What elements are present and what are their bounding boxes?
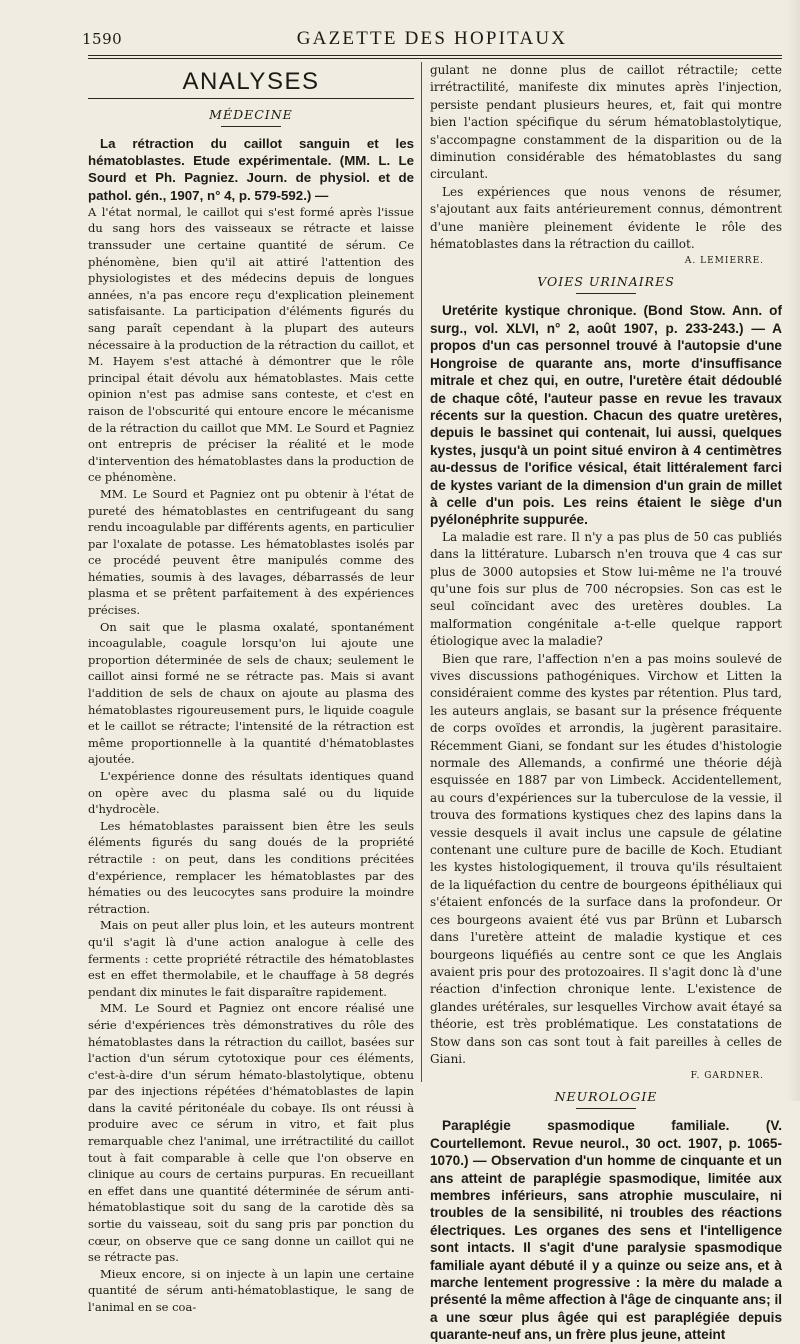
- signature-lemierre: A. LEMIERRE.: [684, 256, 764, 267]
- paragraph: MM. Le Sourd et Pagniez ont pu obtenir à l'état de pureté des hématoblastes en centrifugeant du sang rendu incoagulable par différents agents, en particulier par l'oxalate de potasse. Les hématoblastes isolés par ce procédé peuvent être manipulés comme des hématies, soumis à des lavages, débarrassés de leur plasma et se prêtent parfaitement à des expériences précises.: [88, 486, 414, 618]
- paragraph: Mieux encore, si on injecte à un lapin une certaine quantité de sérum anti-hématoblastique, le sang de l'animal en se coa-: [88, 1266, 414, 1314]
- article-title-retraction: La rétraction du caillot sanguin et les hématoblastes. Etude expérimentale. (MM. L. Le Sourd et Ph. Pagniez. Journ. de physiol. et de pathol. gén., 1907, n° 4, p. 579-592.) —: [88, 136, 414, 203]
- page-number: 1590: [82, 30, 123, 48]
- paragraph: A l'état normal, le caillot qui s'est formé après l'issue du sang hors des vaisseaux se rétracte et laisse transsuder une certaine quantité de sérum. Ce phénomène, bien qu'il ait attiré l'attention des physiologistes et des médecins depuis de longues années, n'a pas encore reçu d'explication pleinement satisfaisante. La participation d'éléments figurés du sang paraît cependant à la plupart des auteurs nécessaire à la production de la rétraction du caillot, et M. Hayem s'est attaché à démontrer que le rôle principal était dévolu aux hématoblastes. Mais cette opinion n'est pas admise sans conteste, et c'est en raison de l'obscurité qui entoure encore le mécanisme de la rétraction du caillot que MM. Le Sourd et Pagniez ont entrepris de préciser la réalité et le mode d'intervention des hématoblastes dans la production de ce phénomène.: [88, 204, 414, 485]
- article-title-ureterite: Uretérite kystique chronique. (Bond Stow. Ann. of surg., vol. XLVI, n° 2, août 1907, p. 233-243.) — A propos d'un cas personnel trouvé à l'autopsie d'une Hongroise de quarante ans, morte d'insuffisance mitrale et chez qui, en outre, l'uretère était dédoublé de chaque côté, l'auteur passe en revue les travaux récents sur la question. Chacun des quatre uretères, depuis le bassinet qui contenait, lui aussi, quelques kystes, jusqu'à un point situé environ à 4 centimètres au-dessus de l'orifice vésical, était littéralement farci de kystes variant de la dimension d'un grain de millet à celle d'un pois. Les reins étaient le siège d'un pyélonéphrite suppurée.: [430, 303, 782, 528]
- running-head: [82, 26, 782, 52]
- section-heading-rule: [88, 98, 414, 99]
- subsection-rule: [221, 126, 281, 127]
- subsection-rule: [576, 1108, 636, 1109]
- article-title-paraplegie: Paraplégie spasmodique familiale. (V. Courtellemont. Revue neurol., 30 oct. 1907, p. 1065-1070.) — Observation d'un homme de cinquante et un ans atteint de paraplégie spasmodique, limitée aux membres inférieurs, sans atrophie musculaire, ni troubles de la sensibilité, ni troubles des réactions électriques. Les organes des sens et l'intelligence sont intacts. Il s'agit d'une paralysie spasmodique familiale ayant débuté il y a quinze ou seize ans, et à marche lentement progressive : la mère du malade a présenté la même affection à l'âge de cinquante ans; il a une sœur plus âgée qui est paraplégiée depuis quarante-neuf ans, un frère plus jeune, atteint: [430, 1118, 782, 1343]
- column-divider: [421, 62, 422, 1082]
- paragraph: Bien que rare, l'affection n'en a pas moins soulevé de vives discussions pathogéniques. Virchow et Litten la considéraient comme des kystes par rétention. Plus tard, les auteurs anglais, se basant sur la présence fréquente de corps ovoïdes et arrondis, la jugèrent parasitaire. Récemment Giani, se fondant sur les études d'histologie normale des Allemands, a confirmé une théorie déjà esquissée en 1887 par von Limbeck. Accidentellement, au cours d'expériences sur la tuberculose de la vessie, il trouva des formations kystiques chez des lapins dans la vessie desquels il avait inclus une capsule de gélatine contenant une culture pure de bacille de Koch. Etudiant les kystes histologiquement, il trouva qu'ils résultaient de la liquéfaction du centre de bourgeons épithéliaux qui s'étaient enfoncés de la surface dans la profondeur. Or ces bourgeons avaient été vus par Brünn et Lubarsch dans l'uretère atteint de maladie kystique et ces bourgeons liquéfiés au centre sont ce que les Anglais avaient pris pour des protozoaires. Il s'agit donc là d'une réaction d'infection chronique lente. L'existence de glandes urétérales, sur lesquelles Virchow avait étayé sa théorie, est très problématique. Les constatations de Stow dans son cas sont tout à fait pareilles à celles de Giani.: [430, 651, 782, 1066]
- subsection-rule: [576, 293, 636, 294]
- subsection-voies-urinaires: VOIES URINAIRES: [537, 274, 675, 290]
- header-rule-top: [88, 55, 782, 56]
- paragraph: L'expérience donne des résultats identiques quand on opère avec du plasma salé ou du liquide d'hydrocèle.: [88, 769, 414, 817]
- left-column: [88, 62, 414, 1316]
- paragraph: Les expériences que nous venons de résumer, s'ajoutant aux faits antérieurement connus, démontrent d'une manière pleinement évidente le rôle des hématoblastes dans la rétraction du caillot.: [430, 184, 782, 252]
- signature-gardner: F. GARDNER.: [690, 1071, 764, 1082]
- paragraph: Mais on peut aller plus loin, et les auteurs montrent qu'il s'agit là d'une action analogue à celle des ferments : cette propriété rétractile des hématoblastes est en effet thermolabile, et le chauffage à 58 degrés pendant dix minutes le fait disparaître rapidement.: [88, 918, 414, 999]
- paragraph: On sait que le plasma oxalaté, spontanément incoagulable, coagule lorsqu'on lui ajoute une proportion déterminée de sels de chaux; seulement le caillot ainsi formé ne se rétracte pas. Mais si avant l'addition de sels de chaux on ajoute au plasma des hématoblastes rigoureusement purs, le liquide coagule et le caillot se rétracte; l'intensité de la rétraction est même proportionnelle à la quantité d'hématoblastes ajoutée.: [88, 619, 414, 767]
- header-rule-bottom: [88, 58, 782, 59]
- subsection-medecine: MÉDECINE: [209, 107, 293, 122]
- page-edge-shading: [786, 0, 800, 1101]
- paragraph: MM. Le Sourd et Pagniez ont encore réalisé une série d'expériences très démonstratives du rôle des hématoblastes dans la rétraction du caillot, basées sur l'action d'un sérum cytotoxique pour ces éléments, c'est-à-dire d'un sérum hémato-blastolytique, obtenu par des injections répétées d'hématoblastes de lapin dans la cavité péritonéale du cobaye. Ils ont réussi à produire avec ce sérum in vitro, et fait plus remarquable chez l'animal, une irrétractilité du caillot tout à fait comparable à celle que l'on observe en clinique au cours de certains purpuras. En recueillant en effet dans une quantité déterminée de sérum anti-hématoblastique soit du sang de la carotide dès sa sortie du vaisseau, soit du sang pris par ponction du cœur, on observe que ce sang donne un caillot qui ne se rétracte pas.: [88, 1001, 414, 1265]
- paragraph: La maladie est rare. Il n'y a pas plus de 50 cas publiés dans la littérature. Lubarsch n'en trouva que 4 cas sur plus de 3000 autopsies et Stow lui-même ne l'a trouvé qu'une fois sur plus de 700 nécropsies. Son cas est le seul coïncidant avec des uretères doubles. La malformation congénitale a-t-elle quelque rapport étiologique avec la maladie?: [430, 529, 782, 649]
- journal-title: GAZETTE DES HOPITAUX: [296, 28, 568, 49]
- section-heading-analyses: ANALYSES: [182, 68, 320, 95]
- right-column: [430, 62, 782, 1344]
- paragraph: Les hématoblastes paraissent bien être les seuls éléments figurés du sang doués de la propriété rétractile : on peut, dans les conditions précitées d'expérience, remplacer les hématoblastes par des hématies ou des leucocytes sans produire la moindre rétraction.: [88, 818, 414, 916]
- paragraph: gulant ne donne plus de caillot rétractile; cette irrétractilité, manifeste dix minutes après l'injection, persiste pendant plusieurs heures, et, fait qui montre bien l'action spécifique du sérum hématoblastolytique, s'accompagne constamment de la disparition ou de la diminution considérable des hématoblastes du sang circulant.: [430, 63, 782, 182]
- subsection-neurologie: NEUROLOGIE: [554, 1089, 658, 1105]
